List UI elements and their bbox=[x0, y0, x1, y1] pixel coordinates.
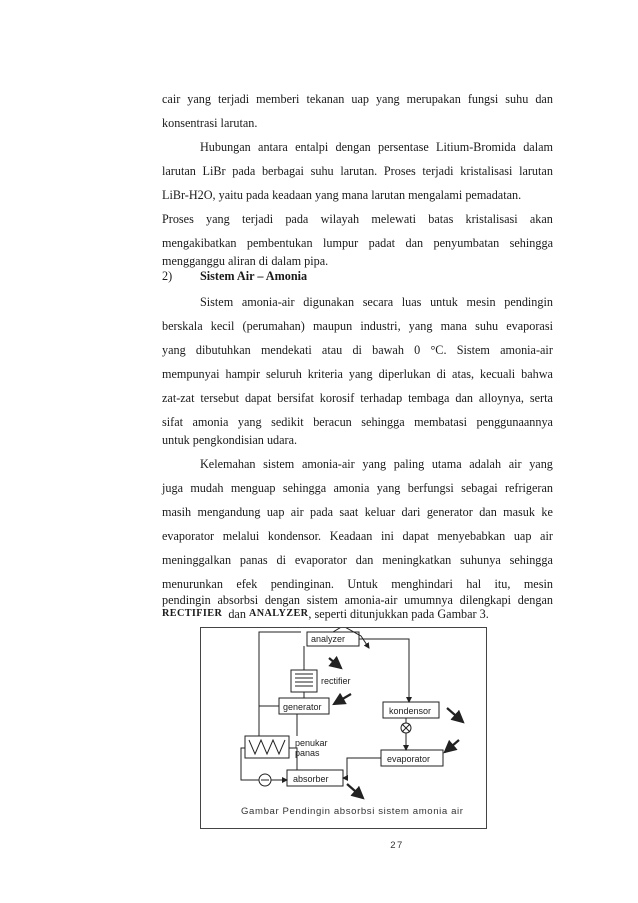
text-line: sifat amonia yang sedikit beracun sehingga membatasi penggunaannya bbox=[162, 415, 553, 429]
rectifier-coil bbox=[291, 670, 317, 692]
label-kondensor: kondensor bbox=[389, 706, 432, 716]
label-evaporator: evaporator bbox=[387, 754, 431, 764]
diagram-svg bbox=[201, 628, 488, 830]
text-line: Kelemahan sistem amonia-air yang paling utama adalah air yang bbox=[200, 457, 553, 471]
label-absorber: absorber bbox=[293, 774, 329, 784]
section-title: Sistem Air – Amonia bbox=[200, 269, 308, 283]
text-line: larutan LiBr pada berbagai suhu larutan. Proses terjadi kristalisasi larutan bbox=[162, 164, 553, 178]
text-line: Sistem amonia-air digunakan secara luas untuk mesin pendingin bbox=[200, 295, 553, 309]
label-penukar: penukar bbox=[295, 738, 328, 748]
text-line: LiBr-H2O, yaitu pada keadaan yang mana larutan mengalami pemadatan. bbox=[162, 188, 522, 202]
heat-out-arrow bbox=[347, 784, 363, 798]
text-line: mempunyai hampir seluruh kriteria yang diperlukan di atas, kecuali bahwa bbox=[162, 367, 553, 381]
text-fragment: , seperti ditunjukkan pada Gambar 3. bbox=[308, 607, 489, 621]
text-line: Hubungan antara entalpi dengan persentase Litium-Bromida dalam bbox=[200, 140, 553, 154]
text-line: masih mengandung uap air pada saat keluar dari generator dan masuk ke bbox=[162, 505, 553, 519]
text-line: Proses yang terjadi pada wilayah melewati batas kristalisasi akan bbox=[162, 212, 553, 226]
text-line: mengganggu aliran di dalam pipa. bbox=[162, 254, 329, 268]
text-line: untuk pengkondisian udara. bbox=[162, 433, 298, 447]
figure-absorption-diagram bbox=[200, 627, 487, 829]
term-analyzer: ANALYZER bbox=[248, 608, 309, 619]
label-panas: panas bbox=[295, 748, 320, 758]
term-rectifier: RECTIFIER bbox=[162, 608, 223, 619]
text-line: berskala kecil (perumahan) maupun industri, yang mana suhu evaporasi bbox=[162, 319, 553, 333]
text-line: pendingin absorbsi dengan sistem amonia-air umumnya dilengkapi dengan bbox=[162, 593, 553, 607]
section-heading bbox=[162, 268, 307, 284]
section-number: 2) bbox=[162, 269, 173, 283]
text-line: yang dibutuhkan mendekati atau di bawah 0 °C. Sistem amonia-air bbox=[162, 343, 553, 357]
flow-line bbox=[359, 639, 409, 702]
figure-caption: Gambar Pendingin absorbsi sistem amonia air bbox=[241, 806, 464, 817]
label-analyzer: analyzer bbox=[311, 634, 346, 644]
text-line: juga mudah menguap sehingga amonia yang berfungsi sebagai refrigeran bbox=[162, 481, 553, 495]
text-line-last bbox=[162, 606, 553, 622]
label-generator: generator bbox=[283, 702, 322, 712]
text-line: zat-zat tersebut dapat bersifat korosif terhadap tembaga dan alloynya, serta bbox=[162, 391, 553, 405]
text-line: konsentrasi larutan. bbox=[162, 116, 258, 130]
text-line: mengakibatkan pembentukan lumpur padat dan penyumbatan sehingga bbox=[162, 236, 553, 250]
flow-line bbox=[259, 632, 301, 736]
label-rectifier: rectifier bbox=[321, 676, 351, 686]
text-line: cair yang terjadi memberi tekanan uap yang merupakan fungsi suhu dan bbox=[162, 92, 553, 106]
flow-line bbox=[343, 758, 381, 778]
heat-exchanger-coil bbox=[249, 740, 285, 754]
page-number: 27 bbox=[390, 840, 404, 851]
heat-out-arrow bbox=[329, 658, 341, 668]
text-line: meninggalkan panas di evaporator dan meningkatkan suhunya sehingga bbox=[162, 553, 553, 567]
heat-in-arrow bbox=[334, 694, 351, 704]
flow-line bbox=[241, 748, 259, 780]
text-line: menurunkan efek pendinginan. Untuk menghindari hal itu, mesin bbox=[162, 577, 553, 591]
text-line: evaporator melalui kondensor. Keadaan ini dapat menyebabkan uap air bbox=[162, 529, 553, 543]
heat-in-arrow bbox=[445, 740, 459, 752]
text-fragment: dan bbox=[228, 607, 246, 621]
heat-out-arrow bbox=[447, 708, 463, 722]
